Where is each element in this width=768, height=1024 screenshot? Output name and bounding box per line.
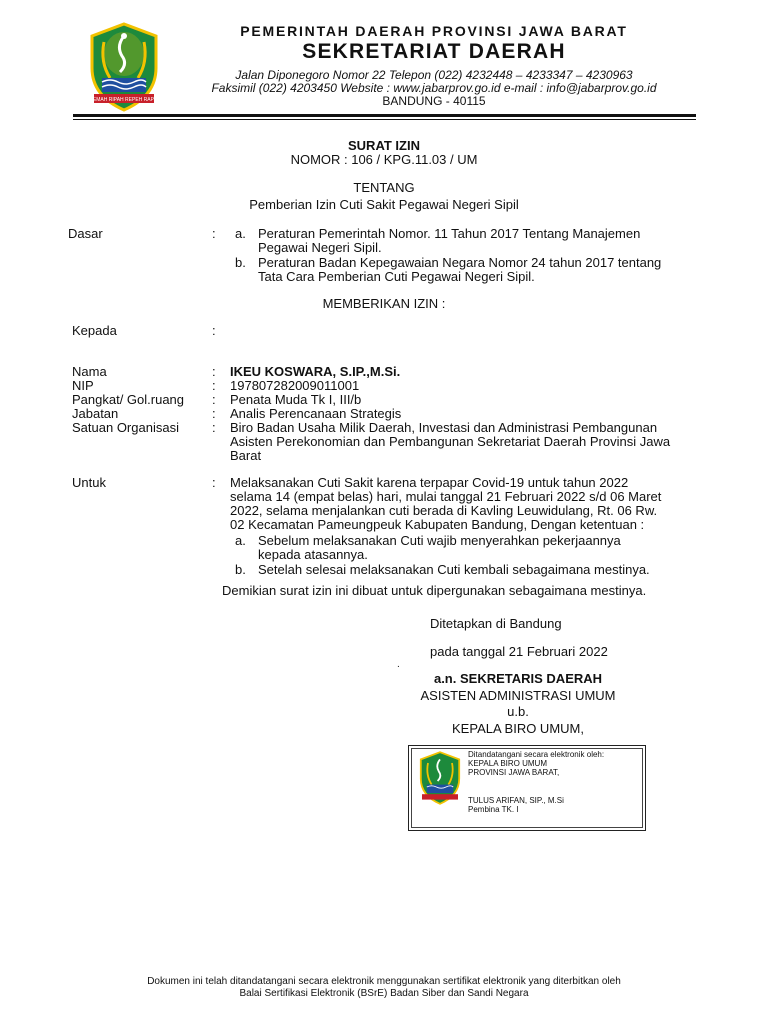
dasar-b-line1: Peraturan Badan Kepegawaian Negara Nomor 24 tahun 2017 tentang bbox=[258, 255, 662, 270]
signatory-asisten: ASISTEN ADMINISTRASI UMUM bbox=[420, 688, 616, 703]
untuk-line-2: selama 14 (empat belas) hari, mulai tanggal 21 Februari 2022 s/d 06 Maret bbox=[230, 489, 662, 504]
untuk-label: Untuk bbox=[72, 475, 106, 490]
stray-dot: . bbox=[397, 659, 400, 670]
field-value-satuan: Biro Badan Usaha Milik Daerah, Investasi dan Administrasi Pembangunan bbox=[230, 420, 658, 435]
footer-line-2: Balai Sertifikasi Elektronik (BSrE) Badan Siber dan Sandi Negara bbox=[239, 988, 529, 999]
dasar-colon: : bbox=[212, 226, 216, 241]
untuk-a-line1: Sebelum melaksanakan Cuti wajib menyerahkan pekerjaannya bbox=[258, 533, 621, 548]
emblem-motto: GEMAH RIPAH REPEH RAPIH bbox=[89, 97, 159, 103]
untuk-line-3: 2022, selama menjalankan cuti berada di Kavling Leuwidulang, Rt. 06 Rw. bbox=[230, 503, 658, 518]
field-label-pangkat: Pangkat/ Gol.ruang bbox=[72, 392, 185, 407]
letterhead-address: Jalan Diponegoro Nomor 22 Telepon (022) 4232448 – 4233347 – 4230963 bbox=[235, 68, 633, 82]
signatory-kepala: KEPALA BIRO UMUM, bbox=[452, 721, 584, 736]
field-value-satuan-line2: Asisten Perekonomian dan Pembangunan Sekretariat Daerah Provinsi Jawa bbox=[230, 434, 671, 449]
esign-rank: Pembina TK. I bbox=[468, 805, 519, 814]
field-label-nip: NIP bbox=[72, 378, 94, 393]
dasar-a-line1: Peraturan Pemerintah Nomor. 11 Tahun 2017 Tentang Manajemen bbox=[258, 226, 641, 241]
esign-caption: Ditandatangani secara elektronik oleh: bbox=[468, 750, 605, 759]
place-of-issue: Ditetapkan di Bandung bbox=[430, 616, 562, 631]
signatory-ub: u.b. bbox=[507, 704, 529, 719]
field-value-satuan-line3: Barat bbox=[230, 448, 262, 463]
field-label-jabatan: Jabatan bbox=[72, 406, 119, 421]
field-value-pangkat: Penata Muda Tk I, III/b bbox=[230, 392, 362, 407]
esign-position: KEPALA BIRO UMUM bbox=[468, 759, 547, 768]
closing-statement: Demikian surat izin ini dibuat untuk dipergunakan sebagaimana mestinya. bbox=[222, 583, 647, 598]
field-value-nama: IKEU KOSWARA, S.IP.,M.Si. bbox=[230, 364, 401, 379]
untuk-a-line2: kepada atasannya. bbox=[258, 547, 368, 562]
field-colon: : bbox=[212, 420, 216, 435]
signatory-an: a.n. SEKRETARIS DAERAH bbox=[433, 671, 603, 686]
kepada-colon: : bbox=[212, 323, 216, 338]
dasar-label: Dasar bbox=[68, 226, 103, 241]
untuk-colon: : bbox=[212, 475, 216, 490]
field-value-nip: 197807282009011001 bbox=[230, 378, 360, 393]
untuk-b-marker: b. bbox=[235, 562, 246, 577]
field-colon: : bbox=[212, 406, 216, 421]
esign-province: PROVINSI JAWA BARAT, bbox=[468, 768, 560, 777]
field-label-satuan: Satuan Organisasi bbox=[72, 420, 179, 435]
field-colon: : bbox=[212, 378, 216, 393]
kepada-label: Kepada bbox=[72, 323, 117, 338]
dasar-b-line2: Tata Cara Pemberian Cuti Pegawai Negeri Sipil. bbox=[258, 269, 535, 284]
field-colon: : bbox=[212, 392, 216, 407]
letterhead-rule-thick bbox=[73, 114, 696, 117]
document-title: SURAT IZIN bbox=[348, 138, 420, 153]
field-label-nama: Nama bbox=[72, 364, 107, 379]
letterhead-government: PEMERINTAH DAERAH PROVINSI JAWA BARAT bbox=[240, 23, 628, 39]
letterhead-secretariat: SEKRETARIAT DAERAH bbox=[302, 40, 566, 63]
field-value-jabatan: Analis Perencanaan Strategis bbox=[230, 406, 402, 421]
jawa-barat-emblem bbox=[86, 22, 162, 112]
memberikan-izin-heading: MEMBERIKAN IZIN : bbox=[322, 296, 446, 311]
document-number: NOMOR : 106 / KPG.11.03 / UM bbox=[290, 152, 478, 167]
dasar-a-line2: Pegawai Negeri Sipil. bbox=[258, 240, 382, 255]
date-of-issue: pada tanggal 21 Februari 2022 bbox=[430, 644, 608, 659]
untuk-line-4: 02 Kecamatan Pameungpeuk Kabupaten Bandung, Dengan ketentuan : bbox=[230, 517, 645, 532]
tentang-label: TENTANG bbox=[353, 180, 415, 195]
letterhead-city: BANDUNG - 40115 bbox=[382, 94, 486, 108]
untuk-line-1: Melaksanakan Cuti Sakit karena terpapar Covid-19 untuk tahun 2022 bbox=[230, 475, 629, 490]
esign-name: TULUS ARIFAN, SIP., M.Si bbox=[468, 796, 564, 805]
document-subject: Pemberian Izin Cuti Sakit Pegawai Negeri Sipil bbox=[249, 197, 519, 212]
untuk-a-marker: a. bbox=[235, 533, 246, 548]
jawa-barat-emblem-small bbox=[417, 751, 463, 805]
field-colon: : bbox=[212, 364, 216, 379]
letterhead-rule-thin bbox=[73, 119, 696, 120]
dasar-b-marker: b. bbox=[235, 255, 246, 270]
letterhead-contact: Faksimil (022) 4203450 Website : www.jabarprov.go.id e-mail : info@jabarprov.go.id bbox=[211, 81, 657, 95]
footer-line-1: Dokumen ini telah ditandatangani secara elektronik menggunakan sertifikat elektronik yang diterbitkan oleh bbox=[147, 976, 621, 987]
dasar-a-marker: a. bbox=[235, 226, 246, 241]
untuk-b-line1: Setelah selesai melaksanakan Cuti kembali sebagaimana mestinya. bbox=[258, 562, 650, 577]
